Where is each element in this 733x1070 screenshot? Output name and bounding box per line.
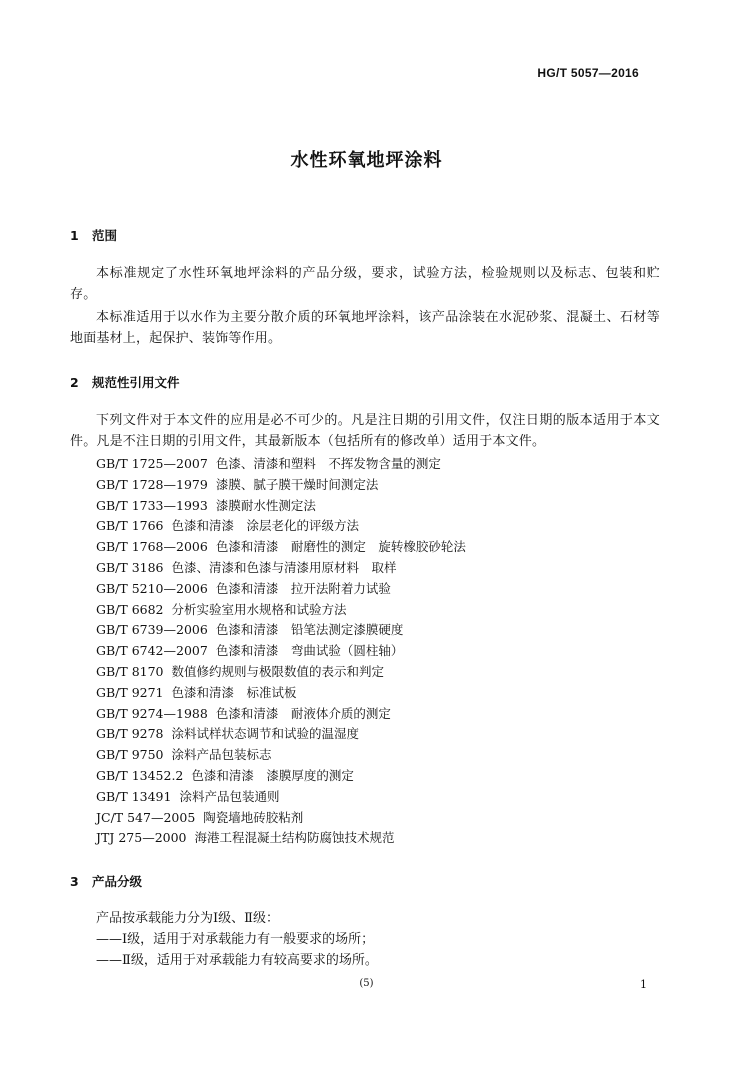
reference-title: 色漆和清漆 涂层老化的评级方法 [171, 518, 360, 534]
reference-code: GB/T 13491 [96, 788, 172, 804]
reference-item [96, 745, 466, 766]
reference-code: JC/T 547—2005 [96, 809, 196, 825]
section-heading-normative-refs [70, 373, 180, 391]
reference-item [96, 704, 466, 725]
reference-title: 漆膜、腻子膜干燥时间测定法 [215, 476, 379, 492]
standard-code: HG/T 5057—2016 [537, 66, 639, 80]
reference-code: GB/T 13452.2 [96, 767, 184, 783]
reference-code: GB/T 1733—1993 [96, 497, 208, 513]
reference-item [96, 579, 466, 600]
reference-title: 色漆和清漆 漆膜厚度的测定 [191, 767, 354, 783]
reference-item [96, 600, 466, 621]
reference-code: GB/T 9278 [96, 726, 164, 742]
reference-code: GB/T 1728—1979 [96, 476, 208, 492]
reference-code: GB/T 6739—2006 [96, 622, 208, 638]
reference-title: 色漆和清漆 铅笔法测定漆膜硬度 [215, 622, 404, 638]
section-title: 规范性引用文件 [92, 375, 180, 390]
reference-code: JTJ 275—2000 [96, 830, 187, 846]
reference-code: GB/T 9274—1988 [96, 705, 208, 721]
reference-code: GB/T 6742—2007 [96, 643, 208, 659]
reference-item [96, 683, 466, 704]
reference-title: 漆膜耐水性测定法 [215, 497, 316, 513]
classification-lines [96, 908, 378, 971]
reference-title: 分析实验室用水规格和试验方法 [171, 601, 347, 617]
section-heading-scope [70, 226, 117, 244]
reference-title: 涂料产品包装标志 [171, 747, 272, 763]
reference-title: 涂料产品包装通则 [179, 788, 280, 804]
classification-intro: 产品按承载能力分为Ⅰ级、Ⅱ级： [96, 911, 279, 926]
reference-item [96, 724, 466, 745]
reference-code: GB/T 6682 [96, 601, 164, 617]
normative-refs-intro: 下列文件对于本文件的应用是必不可少的。凡是注日期的引用文件，仅注日期的版本适用于本文件。凡是不注日期的引用文件，其最新版本（包括所有的修改单）适用于本文件。 [70, 413, 660, 449]
section-heading-classification [70, 872, 142, 890]
reference-list [96, 454, 466, 849]
reference-code: GB/T 5210—2006 [96, 580, 208, 596]
scope-paragraph-2: 本标准适用于以水作为主要分散介质的环氧地坪涂料，该产品涂装在水泥砂浆、混凝土、石材等地面基材上，起保护、装饰等作用。 [70, 310, 660, 346]
reference-item [96, 558, 466, 579]
reference-item [96, 516, 466, 537]
reference-title: 陶瓷墙地砖胶粘剂 [203, 809, 304, 825]
reference-code: GB/T 1725—2007 [96, 456, 208, 471]
reference-title: 色漆和清漆 耐磨性的测定 旋转橡胶砂轮法 [215, 539, 466, 555]
reference-code: GB/T 8170 [96, 663, 164, 679]
reference-title: 色漆和清漆 弯曲试验（圆柱轴） [215, 643, 404, 659]
reference-item [96, 766, 466, 787]
page-number: 1 [640, 978, 647, 991]
classification-grade-2: ——Ⅱ级，适用于对承载能力有较高要求的场所。 [96, 953, 378, 968]
reference-item [96, 787, 466, 808]
reference-item [96, 496, 466, 517]
reference-code: GB/T 1766 [96, 518, 164, 534]
reference-item [96, 537, 466, 558]
section-number: 2 [70, 375, 79, 390]
reference-item [96, 808, 466, 829]
scope-paragraph-1: 本标准规定了水性环氧地坪涂料的产品分级，要求，试验方法，检验规则以及标志、包装和贮存。 [70, 266, 660, 302]
section-title: 产品分级 [92, 874, 143, 889]
section-title: 范围 [92, 228, 118, 243]
classification-grade-1: ——Ⅰ级，适用于对承载能力有一般要求的场所； [96, 932, 375, 947]
reference-title: 海港工程混凝土结构防腐蚀技术规范 [194, 830, 395, 846]
reference-item [96, 662, 466, 683]
reference-item [96, 828, 466, 849]
reference-title: 色漆、清漆和色漆与清漆用原材料 取样 [171, 559, 397, 575]
reference-title: 色漆、清漆和塑料 不挥发物含量的测定 [215, 456, 441, 471]
reference-code: GB/T 9271 [96, 684, 164, 700]
reference-item [96, 620, 466, 641]
reference-title: 涂料试样状态调节和试验的温湿度 [171, 726, 360, 742]
reference-item [96, 454, 466, 475]
reference-title: 色漆和清漆 耐液体介质的测定 [215, 705, 391, 721]
reference-code: GB/T 9750 [96, 747, 164, 763]
footer-center-mark: (5) [359, 978, 374, 989]
reference-code: GB/T 1768—2006 [96, 539, 208, 555]
reference-title: 数值修约规则与极限数值的表示和判定 [171, 663, 385, 679]
reference-code: GB/T 3186 [96, 559, 164, 575]
document-title: 水性环氧地坪涂料 [290, 150, 443, 171]
reference-title: 色漆和清漆 拉开法附着力试验 [215, 580, 391, 596]
section-number: 1 [70, 228, 79, 243]
reference-title: 色漆和清漆 标准试板 [171, 684, 297, 700]
section-number: 3 [70, 874, 79, 889]
reference-item [96, 475, 466, 496]
reference-item [96, 641, 466, 662]
